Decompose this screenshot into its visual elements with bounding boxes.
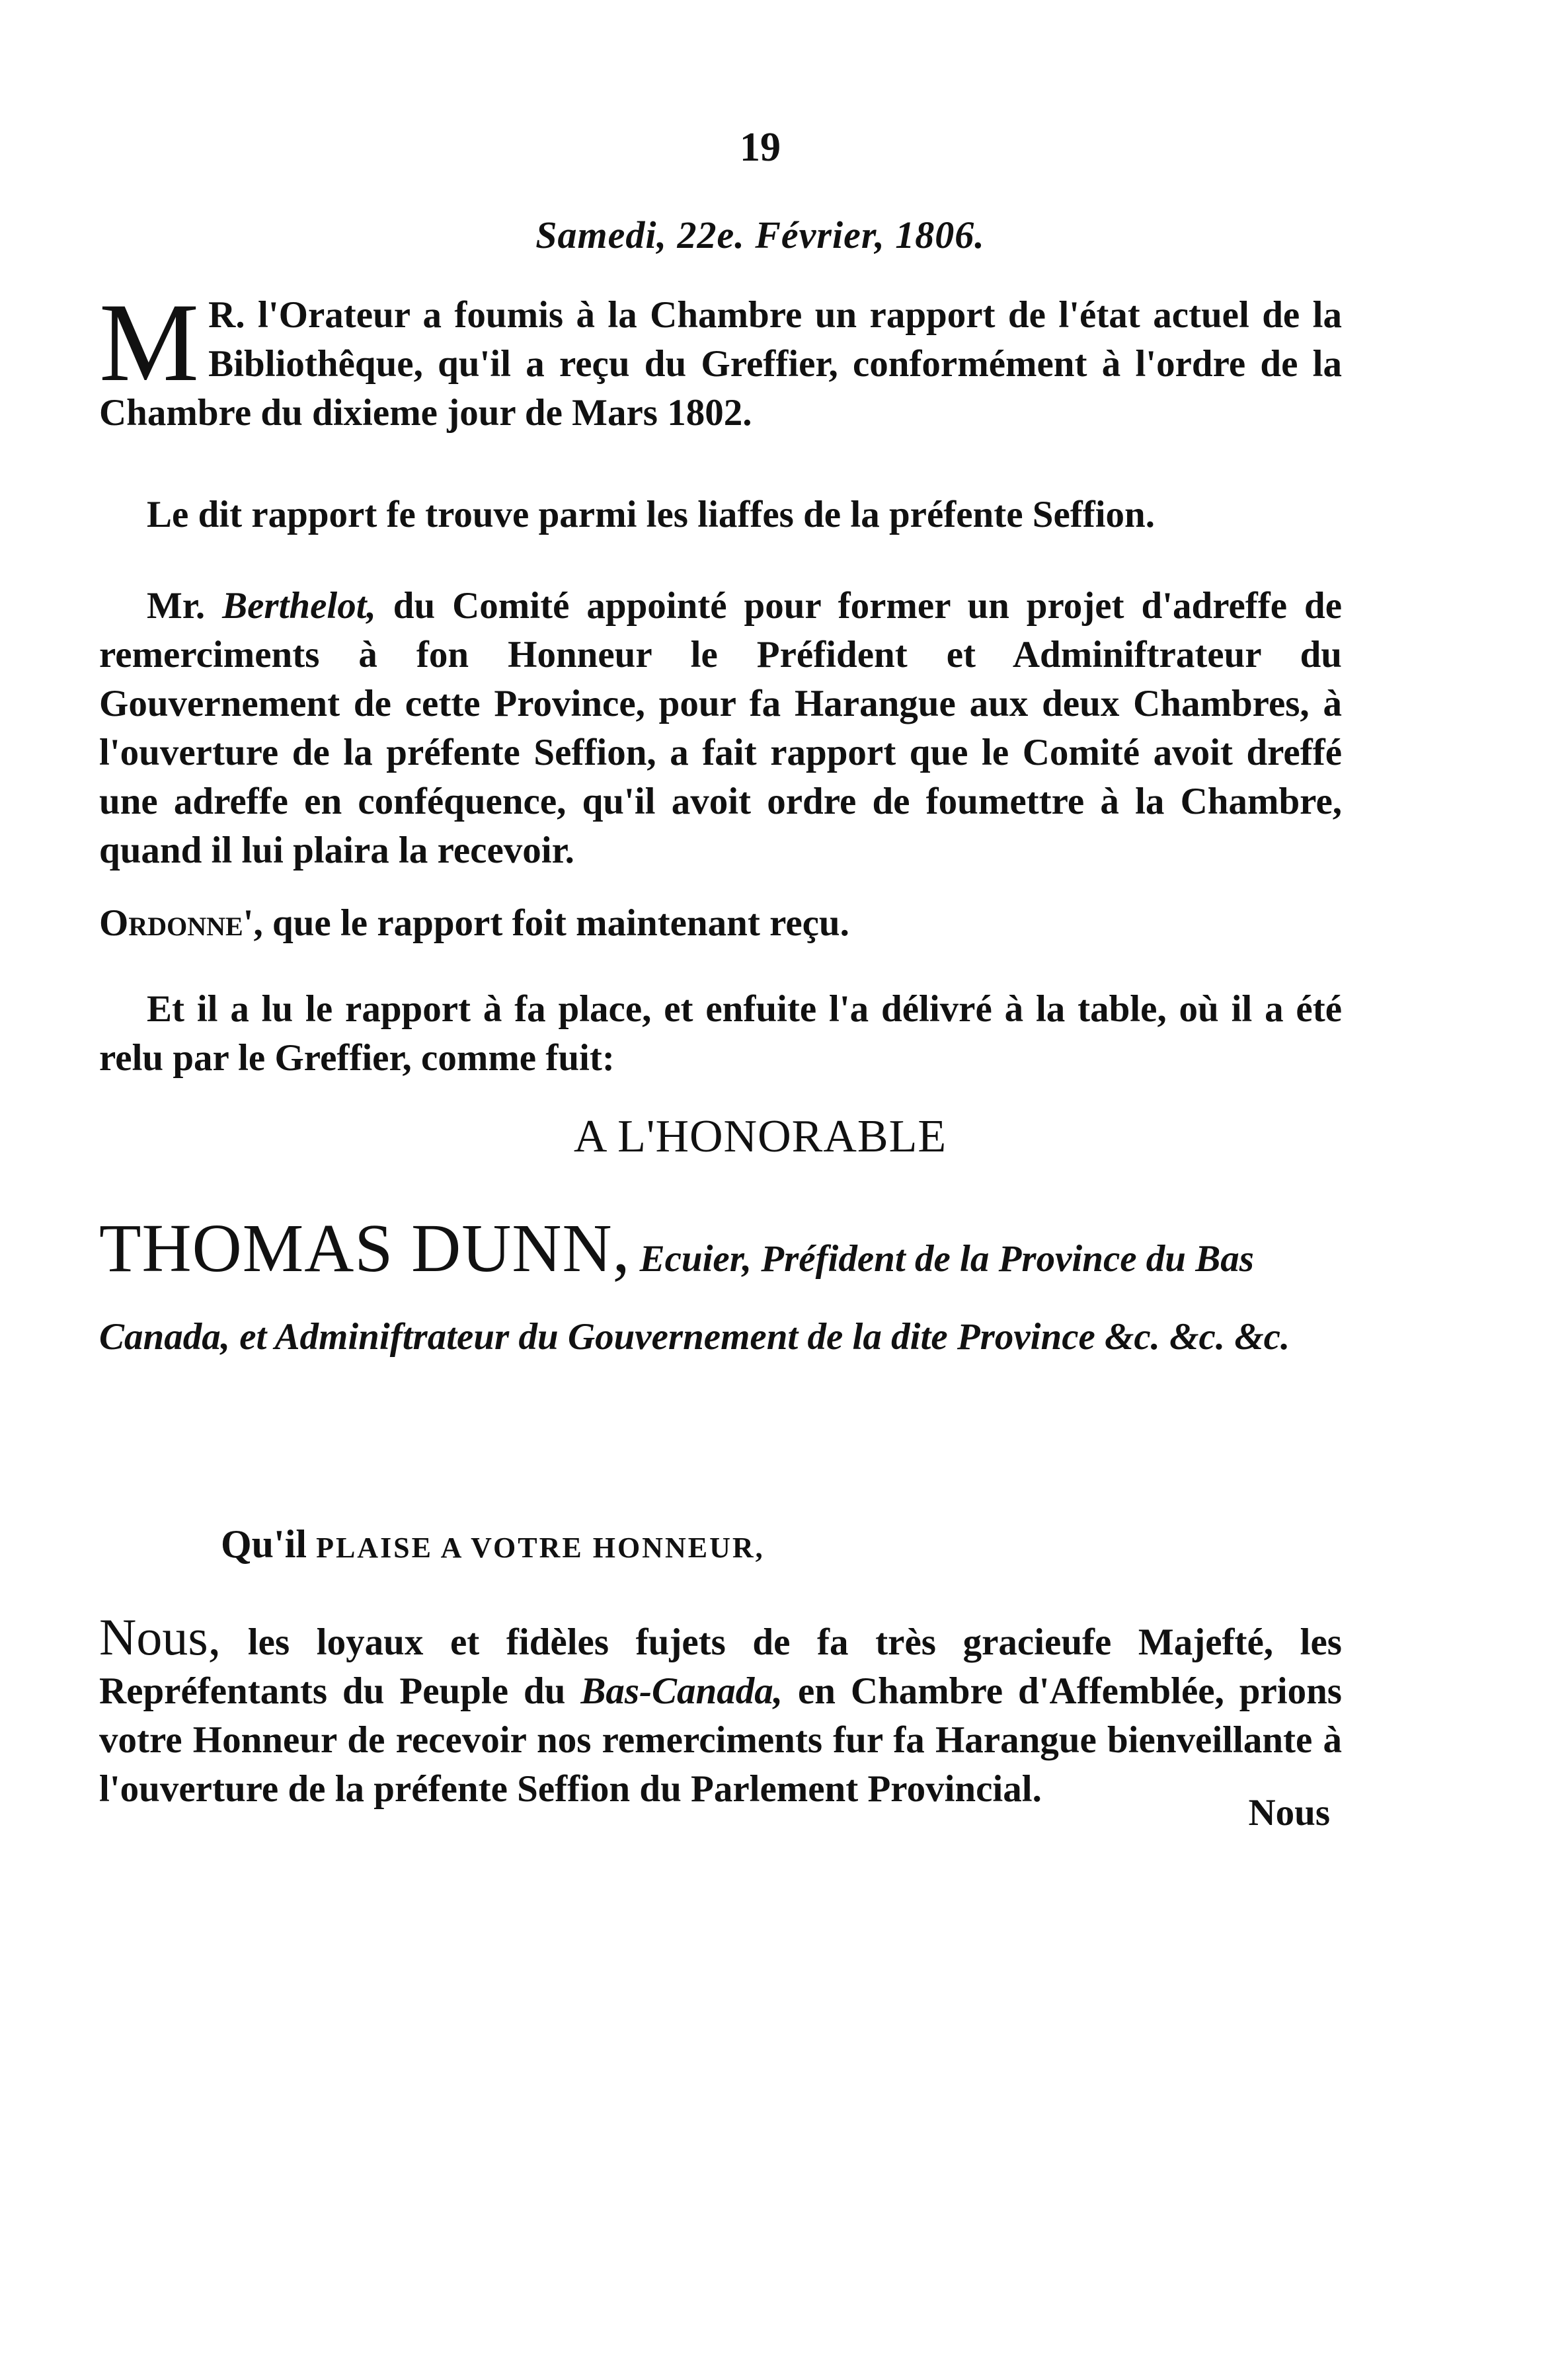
paragraph-ordonne xyxy=(99,899,1342,948)
paragraph-orateur-text: R. l'Orateur a foumis à la Chambre un rapport de l'état actuel de la Bibliothêque, qu'il a reçu du Greffier, conformément à l'ordre de la Chambre du dixieme jour de Mars 1802. xyxy=(99,294,1342,434)
page-number: 19 xyxy=(740,125,781,170)
paragraph-rapport: Le dit rapport fe trouve parmi les liaffes de la préfente Seffion. xyxy=(147,494,1156,535)
paragraph-orateur xyxy=(99,280,1342,438)
recipient-dedication xyxy=(99,1210,1342,1376)
member-name: Berthelot, xyxy=(222,585,376,627)
paragraph-nous-text-b: en Chambre d'Affemblée, prions votre Honneur de recevoir nos remerciments fur fa Harangue bienveillante à l'ouverture de la préfente Seffion du Parlement Provincial. xyxy=(99,1670,1342,1810)
address-heading: A L'HONORABLE xyxy=(573,1111,947,1162)
date-line: Samedi, 22e. Février, 1806. xyxy=(535,213,985,256)
paragraph-nous-lead: Nous, xyxy=(99,1608,221,1666)
ordonne-label: Ordonne', xyxy=(99,902,263,944)
dropcap: M xyxy=(99,280,200,405)
paragraph-berthelot-text: du Comité appointé pour former un projet d'adreffe de remerciments à fon Honneur le Préfident et Adminiftrateur du Gouvernement de cette Province, pour fa Harangue aux deux Chambres, à l'ouverture de la préfente Seffion, a fait rapport que le Comité avoit dreffé une adreffe en conféquence, qu'il avoit ordre de foumettre à la Chambre, quand il lui plaira la recevoir. xyxy=(99,585,1342,871)
salutation-rest: PLAISE A VOTRE HONNEUR, xyxy=(307,1532,765,1564)
recipient-title: Ecuier, Préfident de la Province du Bas Canada, et Adminiftrateur du Gouvernement de la dite Province &c. &c. &c. xyxy=(99,1238,1290,1358)
recipient-name: THOMAS DUNN, xyxy=(99,1210,631,1286)
salutation xyxy=(221,1522,765,1567)
paragraph-ordonne-text: que le rapport foit maintenant reçu. xyxy=(262,902,849,944)
catchword: Nous xyxy=(1248,1792,1330,1834)
paragraph-nous xyxy=(99,1608,1342,1814)
paragraph-berthelot-lead: Mr. xyxy=(147,585,223,627)
paragraph-berthelot xyxy=(99,582,1342,875)
salutation-first: Qu'il xyxy=(221,1522,307,1566)
paragraph-nous-text-a: les loyaux et fidèles fujets de fa très gracieufe Majefté, les Repréfentants du Peuple du xyxy=(99,1621,1342,1712)
paragraph-lecture: Et il a lu le rapport à fa place, et enfuite l'a délivré à la table, où il a été relu par le Greffier, comme fuit: xyxy=(99,988,1342,1079)
place-name: Bas-Canada, xyxy=(580,1670,783,1712)
